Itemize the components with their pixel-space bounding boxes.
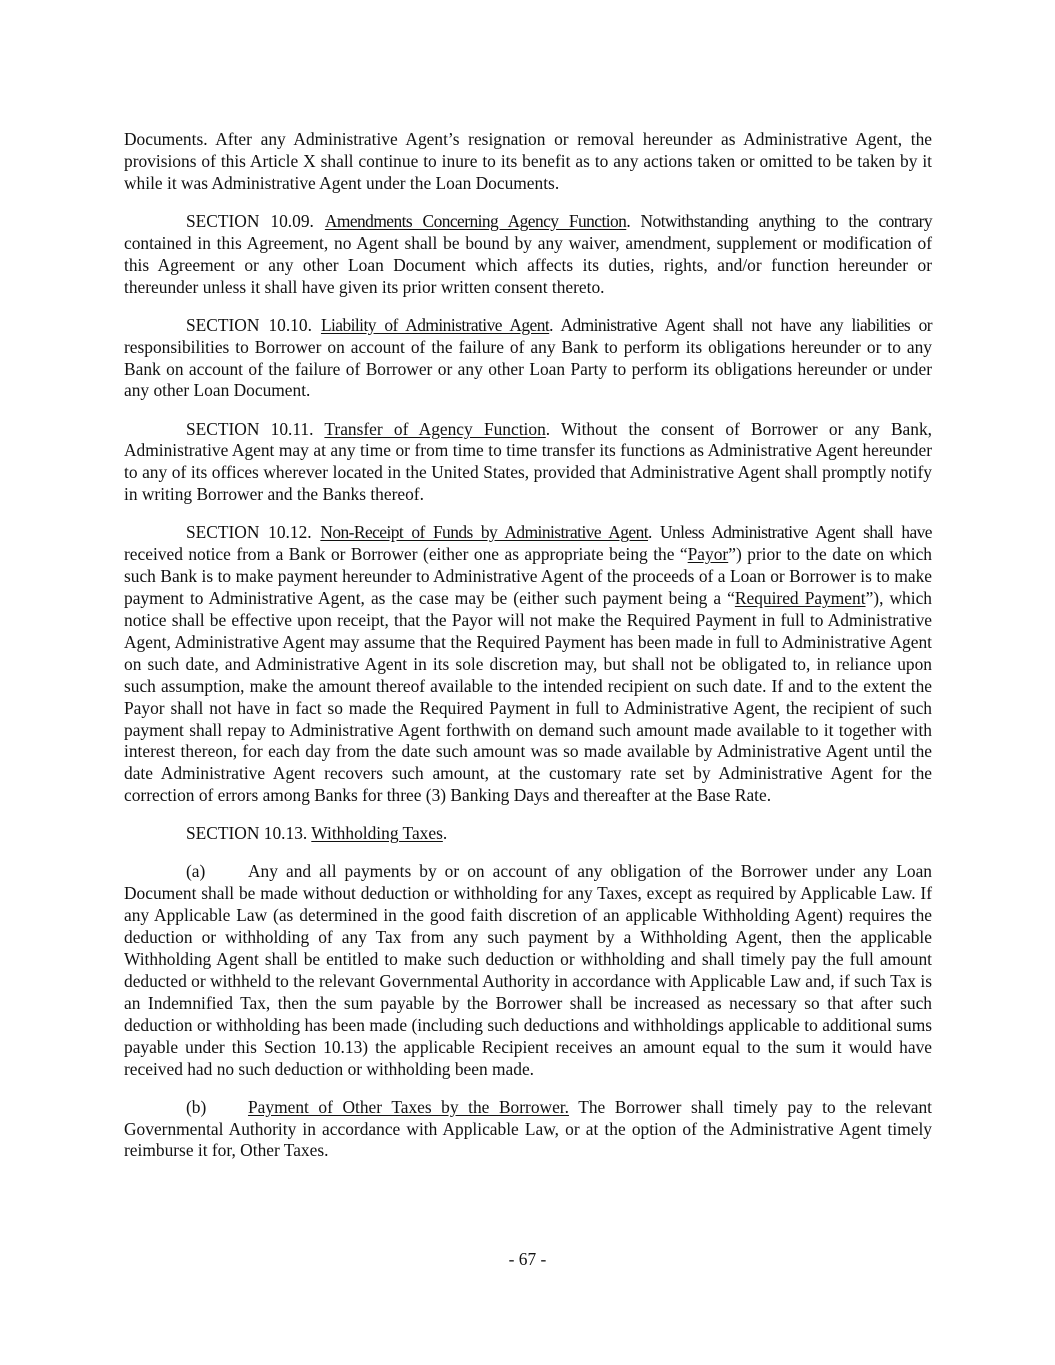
text-run: SECTION 10.10.: [186, 314, 321, 335]
paragraph: [124, 419, 932, 507]
text-run: SECTION 10.11.: [186, 418, 325, 439]
underlined-heading: Payment of Other Taxes by the Borrower.: [248, 1096, 569, 1117]
text-run: responsibilities to Borrower on account of the failure of any Bank to perform its obligations hereunder or to any Bank on account of the failure of Borrower or any other Loan Party to perform its obligations hereunder or under any other Loan Document.: [124, 336, 932, 401]
underlined-heading: Liability of Administrative Agent: [320, 314, 550, 335]
text-run: received notice from a Bank or Borrower (either one as appropriate being the “: [124, 544, 688, 565]
underlined-heading: Withholding Taxes: [311, 823, 443, 844]
text-run: contained in this Agreement, no Agent shall be bound by any waiver, amendment, supplement or modification of this Agreement or any other Loan Document which affects its duties, rights, and/or function hereunder or thereunder unless it shall have given its prior written consent thereto.: [124, 232, 932, 297]
paragraph: [124, 861, 932, 1080]
text-run: .: [442, 823, 448, 844]
text-run: The Borrower shall timely pay to the relevant Governmental Authority in accordance with Applicable Law, or at the option of the Administrative Agent timely reimburse it for, Other Taxes.: [124, 1096, 933, 1161]
text-run: . Unless Administrative Agent shall have: [648, 522, 932, 543]
underlined-heading: Amendments Concerning Agency Function: [324, 210, 627, 231]
text-run: ”) prior to the date on which such Bank is to make payment hereunder to Administrative Agent of the proceeds of a Loan or Borrower is to make payment to Administrative Agent, as the case may be (either such payment being a “: [124, 544, 932, 609]
text-run: . Without the consent of Borrower or any Bank, Administrative Agent may at any time or from time to time transfer its functions as Administrative Agent hereunder to any of its offices wherever located in the United States, provided that Administrative Agent shall promptly notify in writing Borrower and the Banks thereof.: [124, 418, 933, 505]
text-run: Any and all payments by or on account of any obligation of the Borrower under any Loan Document shall be made without deduction or withholding for any Taxes, except as required by Applicable Law. If any Applicable Law (as determined in the good faith discretion of an applicable Withholding Agent) requires the deduction or withholding of any Tax from any such payment by a Withholding Agent, then the applicable Withholding Agent shall be entitled to make such deduction or withholding and shall timely pay the full amount deducted or withheld to the relevant Governmental Authority in accordance with Applicable Law and, if such Tax is an Indemnified Tax, then the sum payable by the Borrower shall be increased as necessary so that after such deduction or withholding has been made (including such deductions and withholdings applicable to additional sums payable under this Section 10.13) the applicable Recipient receives an amount equal to the sum it would have received had no such deduction or withholding been made.: [124, 861, 932, 1079]
text-run: . Administrative Agent shall not have any liabilities or: [549, 314, 932, 335]
clause-label: (b): [186, 1096, 207, 1117]
page-number: - 67 -: [508, 1249, 547, 1269]
paragraph: [124, 315, 932, 403]
text-run: SECTION 10.12.: [186, 522, 321, 543]
underlined-heading: Payor: [687, 544, 729, 565]
text-run: . Notwithstanding anything to the contrary: [626, 210, 932, 231]
paragraph: [124, 129, 932, 195]
text-run: Documents. After any Administrative Agent’s resignation or removal hereunder as Administrative Agent, the provisions of this Article X shall continue to inure to its benefit as to any actions taken or omitted to be taken by it while it was Administrative Agent under the Loan Documents.: [124, 129, 932, 193]
document-page: [124, 129, 932, 1179]
underlined-heading: Required Payment: [734, 588, 866, 609]
paragraph: [124, 823, 932, 845]
underlined-heading: Transfer of Agency Function: [324, 418, 546, 439]
text-run: SECTION 10.13.: [186, 823, 312, 844]
clause-label: (a): [186, 861, 206, 882]
paragraph: [124, 211, 932, 299]
underlined-heading: Non-Receipt of Funds by Administrative Agent: [320, 522, 649, 543]
paragraph: [124, 1097, 932, 1163]
text-run: ”), which notice shall be effective upon receipt, that the Payor will not make the Required Payment in full to Administrative Agent, Administrative Agent may assume that the Required Payment has been made in full to Administrative Agent on such date, and Administrative Agent in its sole discretion may, but shall not be obligated to, in reliance upon such assumption, make the amount thereof available to the intended recipient on such date. If and to the extent the Payor shall not have in fact so made the Required Payment in full to Administrative Agent, the recipient of such payment shall repay to Administrative Agent forthwith on demand such amount made available to it together with interest thereon, for each day from the date such amount was so made available by Administrative Agent until the date Administrative Agent recovers such amount, at the customary rate set by Administrative Agent for the correction of errors among Banks for three (3) Banking Days and thereafter at the Base Rate.: [124, 588, 932, 806]
text-run: SECTION 10.09.: [186, 210, 325, 231]
paragraph: [124, 522, 932, 807]
